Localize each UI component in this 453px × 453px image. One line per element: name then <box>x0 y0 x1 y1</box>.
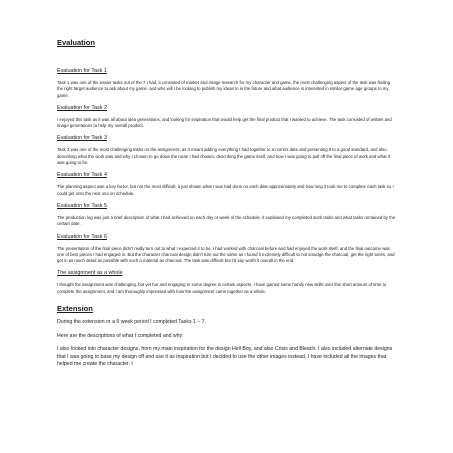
section-title: Evaluation for Task 5 <box>57 202 107 209</box>
extension-paragraph: I also looked into character designs, from my main inspiration for the design Hell Boy, and also Crisis and Bleach. I also included alternate designs that I was going to base my design off and use it as inspiration but I decided to use the other images instead, I have included all the images that helped me create the character. I <box>57 346 393 368</box>
section-body: Task 3 was one of the most challenging tasks on the assignment, as it meant adding everything I had together to a correct date and presenting it to a good standard, and also describing what the work was and why I chosen to go down the route I had chosen, describing the game itself, and how I was going to pull off the final piece of work and what it was going to be. <box>57 147 390 166</box>
assignment-whole-section <box>57 270 397 295</box>
section-body: I thought the assignment was challenging, but yet fun and engaging to some degree in certain aspects, I have gained some handy new skills over this short amount of time to complete the assignment, and I am thoroughly impressed with how the assignment came together as a whole. <box>57 282 387 294</box>
section-title: Evaluation for Task 2 <box>57 104 107 111</box>
extension-heading: Extension <box>57 304 93 314</box>
task5-section <box>57 203 397 228</box>
section-title: Evaluation for Task 4 <box>57 172 107 179</box>
task1-section <box>57 68 397 99</box>
evaluation-heading: Evaluation <box>57 38 95 47</box>
section-body: The planning aspect was a key factor, but not the most difficult, it just shown what I was had done on each date approximately and how long it took me to complete each task so I could get onto the next one on schedule. <box>57 184 394 196</box>
task4-section <box>57 172 397 197</box>
section-title: Evaluation for Task 6 <box>57 233 107 240</box>
section-title: The assignment as a whole <box>57 270 123 277</box>
section-title: Evaluation for Task 1 <box>57 68 107 74</box>
extension-paragraph: During the extension or a 5 week period I completed Tasks 1 – 7. <box>57 319 206 326</box>
document-body <box>57 38 397 375</box>
task3-section <box>57 135 397 166</box>
task2-section <box>57 105 397 130</box>
task6-section <box>57 234 397 265</box>
section-body: The production log was just a brief description of what I had achieved on each day or week of the schedule, it explained my completed work tasks and what tasks remained by the certain date. <box>57 214 396 227</box>
section-title: Evaluation for Task 3 <box>57 135 107 142</box>
extension-paragraph: Here are the descriptions of what I completed and why: <box>57 332 184 339</box>
section-body: The presentation of the final piece didn't really turn out to what I expected it to be, I had worked with charcoal before and had enjoyed the work itself, and the final outcome was one of best pieces I had engaged in. But the character charcoal design didn't turn out the same as I found it extremely difficult to not smudge the charcoal, get the right tones, and get in as much detail as possible with such a material as charcoal. The task was difficult but I'd say worth it overall in the end. <box>57 245 395 264</box>
section-body: Task 1 was one of the easier tasks out of the 7 I had, it consisted of market and image research for my character and game, the most challenging aspect of the task was finding the right target audience to ask about my game, and who will I be looking to publish my ideas to in the future and what audience is interested in similar game age groups to my game. <box>57 80 391 98</box>
section-body: I enjoyed this task as it was all about idea generations, and looking for inspiration that would help get the final product that I wanted to achieve. The task consisted of written and image generations to help my overall product. <box>57 116 392 129</box>
